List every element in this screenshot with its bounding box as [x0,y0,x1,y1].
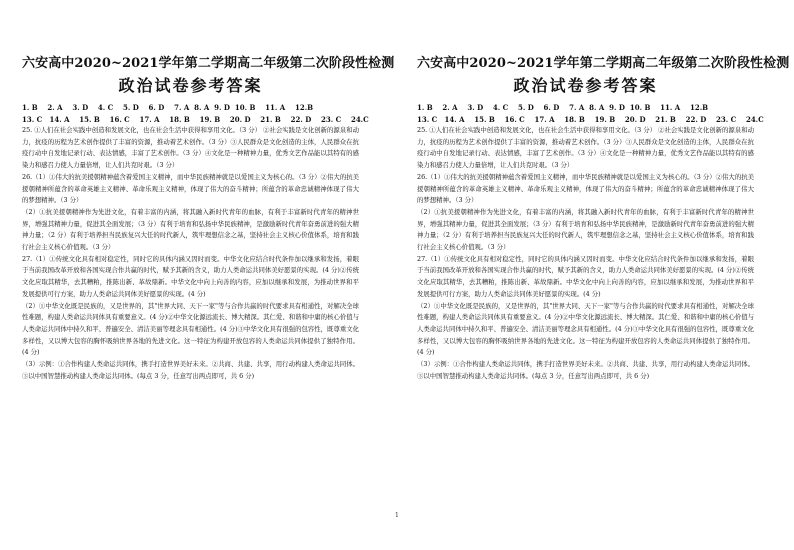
exam-title: 六安高中2020~2021学年第二学期高二年级第二次阶段性检测 [417,56,790,71]
question-26-part-2-answer: （2）①抗美援朝精神作为先进文化，有着丰富的内涵，将其融入新时代青年的血脉，有利于丰富新时代青年的精神世界，增强其精神力量，促进其全面发展；（3 分）有利于培育和弘扬中华民族精神，是激励新时代青年奋勇前进的强大精神力量；（2 分）有利于培养担当民族复兴大任的时代新人，筑牢理想信念之基，坚持社会主义核心价值体系，培育和践行社会主义核心价值观。（3 分） [417,207,754,252]
right-column [417,52,790,382]
question-25-answer: 25. ①人们在社会实践中创造和发展文化，也在社会生活中获得和享用文化。（3 分） ②社会实践是文化创新的源泉和动力，抗疫的历程为艺术创作提供了丰富的资源，推动着艺术创作。（3 分）③人民群众是文化创造的主体，人民群众在抗疫行动中自发地记录行动、表达情感，丰富了艺术创作。（3 分）④文化是一种精神力量，优秀文艺作品能以其特有的感染力和感召力使人力量倍增，让人们共克时艰。（3 分） [22,126,359,170]
question-27-part-3-answer: （3）示例：①合作构建人类命运共同体，携手打造世界美好未来。②共商、共建、共享，用行动构建人类命运共同体。③以中国智慧推动构建人类命运共同体。(每点 3 分，任意写出两点即可，共 6 分) [417,360,754,380]
page-number: 1 [395,512,399,519]
question-26-part-1-answer: 26.（1）①伟大的抗美援朝精神蕴含着爱国主义精神，而中华民族精神就是以爱国主义为核心的。（3 分）②伟大的抗美援朝精神所蕴含的革命英雄主义精神、革命乐观主义精神，体现了伟大的奋斗精神；所蕴含的革命忠诚精神体现了伟大的梦想精神。（3 分） [22,172,359,205]
mc-answers-row-1: 1. B 2. A 3. D 4. C 5. D 6. D 7. A 8. A 9. D 10. B 11. A 12.B [417,103,709,112]
question-26-part-1-answer: 26.（1）①伟大的抗美援朝精神蕴含着爱国主义精神，而中华民族精神就是以爱国主义为核心的。（3 分）②伟大的抗美援朝精神所蕴含的革命英雄主义精神、革命乐观主义精神，体现了伟大的奋斗精神；所蕴含的革命忠诚精神体现了伟大的梦想精神。（3 分） [417,172,754,205]
question-26-part-2-answer: （2）①抗美援朝精神作为先进文化，有着丰富的内涵，将其融入新时代青年的血脉，有利于丰富新时代青年的精神世界，增强其精神力量，促进其全面发展；（3 分）有利于培育和弘扬中华民族精神，是激励新时代青年奋勇前进的强大精神力量；（2 分）有利于培养担当民族复兴大任的时代新人，筑牢理想信念之基，坚持社会主义核心价值体系，培育和践行社会主义核心价值观。（3 分） [22,207,359,252]
exam-title: 六安高中2020~2021学年第二学期高二年级第二次阶段性检测 [22,56,395,71]
question-27-part-2-answer: （2）①中华文化既是民族的，又是世界的，其"世界大同、天下一家"等与合作共赢的时代要求具有相通性，对解决全球性难题，构建人类命运共同体具有重要意义。(4 分)②中华文化源远流长、博大精深。其仁爱、和谐和中庸的核心价值与人类命运共同体中持久和平、普遍安全、清洁美丽等理念具有相通性。(4 分)③中华文化具有很强的包容性，既尊重文化多样性，又以博大包容的胸怀吸纳世界各地的先进文化。这一特征为构建开放包容的人类命运共同体提供了独特作用。(4 分) [22,301,360,357]
left-column [22,52,395,382]
mc-answers-row-1: 1. B 2. A 3. D 4. C 5. D 6. D 7. A 8. A 9. D 10. B 11. A 12.B [22,103,314,112]
question-25-answer: 25. ①人们在社会实践中创造和发展文化，也在社会生活中获得和享用文化。（3 分） ②社会实践是文化创新的源泉和动力，抗疫的历程为艺术创作提供了丰富的资源，推动着艺术创作。（3 分）③人民群众是文化创造的主体，人民群众在抗疫行动中自发地记录行动、表达情感，丰富了艺术创作。（3 分）④文化是一种精神力量，优秀文艺作品能以其特有的感染力和感召力使人力量倍增，让人们共克时艰。（3 分） [417,126,754,170]
answer-key-title: 政治试卷参考答案 [513,76,658,95]
mc-answers-row-2: 13. C 14. A 15. B 16. C 17. A 18. B 19. B 20. D 21. B 22. D 23. C 24.C [417,114,764,124]
answer-key-title: 政治试卷参考答案 [118,76,263,95]
question-27-part-2-answer: （2）①中华文化既是民族的，又是世界的，其"世界大同、天下一家"等与合作共赢的时代要求具有相通性，对解决全球性难题，构建人类命运共同体具有重要意义。(4 分)②中华文化源远流长、博大精深。其仁爱、和谐和中庸的核心价值与人类命运共同体中持久和平、普遍安全、清洁美丽等理念具有相通性。(4 分)③中华文化具有很强的包容性，既尊重文化多样性，又以博大包容的胸怀吸纳世界各地的先进文化。这一特征为构建开放包容的人类命运共同体提供了独特作用。(4 分) [417,301,755,357]
question-27-part-3-answer: （3）示例：①合作构建人类命运共同体，携手打造世界美好未来。②共商、共建、共享，用行动构建人类命运共同体。③以中国智慧推动构建人类命运共同体。(每点 3 分，任意写出两点即可，共 6 分) [22,360,359,380]
question-27-part-1-answer: 27.（1）①传统文化具有相对稳定性，同时它的具体内涵又因时而变。中华文化应结合时代条件加以继承和发扬，着眼于当前我国改革开放和各国实现合作共赢的时代，赋予其新的含义，助力人类命运共同体美好愿景的实现。(4 分)②传统文化应取其精华，去其糟粕，推陈出新、革故鼎新。中华文化中向上向善的内容，应加以继承和发展，为推动世界和平发展提供可行方案，助力人类命运共同体美好愿景的实现。(4 分) [417,254,755,298]
question-27-part-1-answer: 27.（1）①传统文化具有相对稳定性，同时它的具体内涵又因时而变。中华文化应结合时代条件加以继承和发扬，着眼于当前我国改革开放和各国实现合作共赢的时代，赋予其新的含义，助力人类命运共同体美好愿景的实现。(4 分)②传统文化应取其精华，去其糟粕，推陈出新、革故鼎新。中华文化中向上向善的内容，应加以继承和发展，为推动世界和平发展提供可行方案，助力人类命运共同体美好愿景的实现。(4 分) [22,254,360,298]
mc-answers-row-2: 13. C 14. A 15. B 16. C 17. A 18. B 19. B 20. D 21. B 22. D 23. C 24.C [22,114,369,124]
